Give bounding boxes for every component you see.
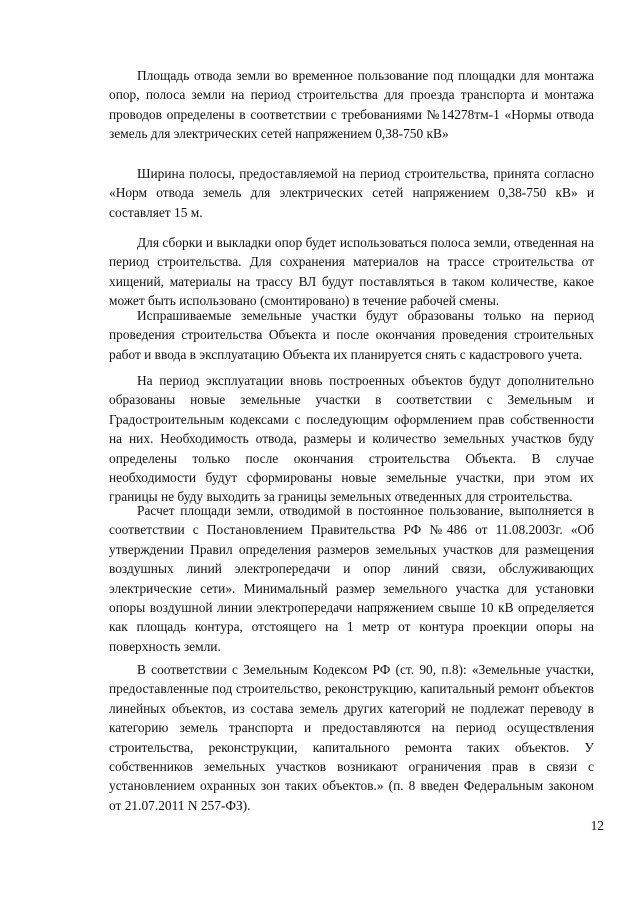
page-number: 12	[590, 818, 604, 833]
paragraph-strip-width: Ширина полосы, предоставляемой на период строительства, принята согласно «Норм отвода земель для электрических сетей напряжением 0,38-750 кВ» и составляет 15 м.	[109, 166, 594, 220]
paragraph-land-code: В соответствии с Земельным Кодексом РФ (ст. 90, п.8): «Земельные участки, предоставленные под строительство, реконструкцию, капитальный ремонт объектов линейных объектов, из состава земель других категорий не подлежат переводу в категорию земель транспорта и предоставляются на период осуществления строительства, реконструкции, капитального ремонта таких объектов. У собственников земельных участков возникают ограничения прав в связи с установлением охранных зон таких объектов.» (п. 8 введен Федеральным законом от 21.07.2011 N 257-ФЗ).	[109, 662, 594, 813]
paragraph-requested-plots: Испрашиваемые земельные участки будут образованы только на период проведения строительства Объекта и после окончания проведения строительных работ и ввода в эксплуатацию Объекта их планируется снять с кадастрового учета.	[109, 308, 594, 362]
paragraph-permanent-use-calc: Расчет площади земли, отводимой в постоянное пользование, выполняется в соответствии с Постановлением Правительства РФ №486 от 11.08.2003г. «Об утверждении Правил определения размеров земельных участков для размещения воздушных линий электропередачи и опор линий связи, обслуживающих электрические сети». Минимальный размер земельного участка для установки опоры воздушной линии электропередачи напряжением свыше 10 кВ определяется как площадь контура, отстоящего на 1 метр от контура проекции опоры на поверхность земли.	[109, 503, 594, 654]
paragraph-land-allocation: Площадь отвода земли во временное пользование под площадки для монтажа опор, полоса земли на период строительства для проезда транспорта и монтажа проводов определены в соответствии с требованиями №14278тм-1 «Нормы отвода земель для электрических сетей напряжением 0,38-750 кВ»	[109, 68, 594, 142]
paragraph-assembly-strip: Для сборки и выкладки опор будет использоваться полоса земли, отведенная на период строительства. Для сохранения материалов на трассе строительства от хищений, материалы на трассу ВЛ будут поставляться в таком количестве, какое может быть использовано (смонтировано) в течение рабочей смены.	[109, 235, 594, 309]
paragraph-operation-period: На период эксплуатации вновь построенных объектов будут дополнительно образованы новые земельные участки в соответствии с Земельным и Градостроительным кодексами с последующим оформлением прав собственности на них. Необходимость отвода, размеры и количество земельных участков буду определены только после окончания строительства Объекта. В случае необходимости будут сформированы новые земельные участки, при этом их границы не буду выходить за границы земельных отведенных для строительства.	[109, 373, 594, 505]
